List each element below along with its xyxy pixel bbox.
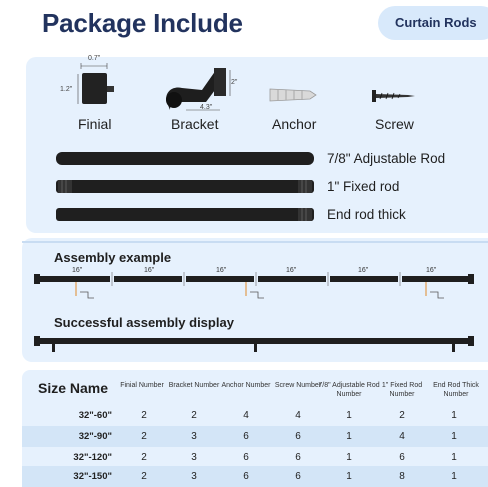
table-cell: 6: [295, 431, 301, 442]
screw-icon: [368, 86, 418, 106]
table-cell: 1: [451, 410, 457, 421]
anchor-label: Anchor: [272, 116, 317, 132]
column-header: End Rod Thick Number: [433, 382, 479, 398]
bracket-width-dim: 4.3": [200, 104, 213, 111]
column-header: Finial Number: [120, 382, 164, 389]
size-cell: 32"-120": [73, 452, 112, 463]
table-cell: 6: [243, 452, 249, 463]
bracket-icon: [158, 62, 238, 116]
adjustable-rod-label: 7/8" Adjustable Rod: [327, 151, 446, 166]
table-row: [22, 426, 488, 447]
segment-length-label: 16": [216, 267, 227, 274]
assembled-rod-diagram: [30, 332, 478, 356]
fixed-rod-label: 1" Fixed rod: [327, 179, 400, 194]
table-cell: 2: [141, 452, 147, 463]
end-rod-label: End rod thick: [327, 207, 406, 222]
column-header: Anchor Number: [221, 382, 271, 389]
table-cell: 3: [191, 452, 197, 463]
table-cell: 1: [346, 431, 352, 442]
assembly-example-title: Assembly example: [54, 250, 172, 265]
table-cell: 4: [295, 410, 301, 421]
table-cell: 4: [243, 410, 249, 421]
column-header: 7/8" Adjustable Rod Number: [318, 382, 380, 398]
anchor-icon: [266, 84, 322, 106]
finial-label: Finial: [78, 116, 112, 132]
table-cell: 1: [451, 471, 457, 482]
end-rod-icon: [56, 208, 314, 221]
screw-label: Screw: [375, 116, 414, 132]
table-row: [22, 466, 488, 487]
column-header: 1" Fixed Rod Number: [381, 382, 423, 398]
header: [0, 0, 488, 50]
table-cell: 6: [243, 431, 249, 442]
bracket-marker-icon: [246, 282, 264, 298]
table-cell: 2: [141, 410, 147, 421]
assembly-display-title: Successful assembly display: [54, 315, 234, 330]
column-header: Bracket Number: [168, 382, 220, 389]
page-title: Package Include: [42, 8, 243, 38]
table-cell: 2: [141, 471, 147, 482]
table-cell: 8: [399, 471, 405, 482]
fixed-rod-icon: [56, 180, 314, 193]
segment-length-label: 16": [72, 267, 83, 274]
table-cell: 1: [346, 410, 352, 421]
finial-height-dim: 1.2": [60, 86, 73, 93]
rods-illustration: [52, 150, 320, 228]
size-cell: 32"-60": [78, 410, 112, 421]
finial-width-dim: 0.7": [88, 55, 101, 62]
bracket-marker-icon: [76, 282, 94, 298]
segment-length-label: 16": [144, 267, 155, 274]
bracket-height-dim: 2": [231, 79, 238, 86]
bracket-label: Bracket: [171, 116, 219, 132]
table-cell: 2: [141, 431, 147, 442]
size-name-header: Size Name: [38, 380, 109, 396]
segment-length-label: 16": [358, 267, 369, 274]
table-cell: 6: [243, 471, 249, 482]
table-cell: 6: [295, 452, 301, 463]
table-cell: 6: [399, 452, 405, 463]
table-cell: 3: [191, 431, 197, 442]
table-cell: 6: [295, 471, 301, 482]
table-cell: 1: [451, 452, 457, 463]
table-cell: 2: [399, 410, 405, 421]
table-cell: 2: [191, 410, 197, 421]
finial-icon: [70, 60, 120, 116]
divider: [22, 241, 488, 243]
segment-length-label: 16": [426, 267, 437, 274]
table-cell: 1: [451, 431, 457, 442]
bracket-marker-icon: [426, 282, 444, 298]
table-cell: 4: [399, 431, 405, 442]
size-cell: 32"-150": [73, 471, 112, 482]
adjustable-rod-icon: [56, 152, 314, 165]
size-cell: 32"-90": [78, 431, 112, 442]
segment-length-label: 16": [286, 267, 297, 274]
table-row: [22, 447, 488, 468]
table-cell: 3: [191, 471, 197, 482]
category-badge-label: Curtain Rods: [395, 15, 477, 30]
table-row: [22, 405, 488, 426]
table-cell: 1: [346, 452, 352, 463]
column-header: Screw Number: [274, 382, 322, 389]
table-cell: 1: [346, 471, 352, 482]
assembly-example-diagram: [30, 270, 478, 310]
